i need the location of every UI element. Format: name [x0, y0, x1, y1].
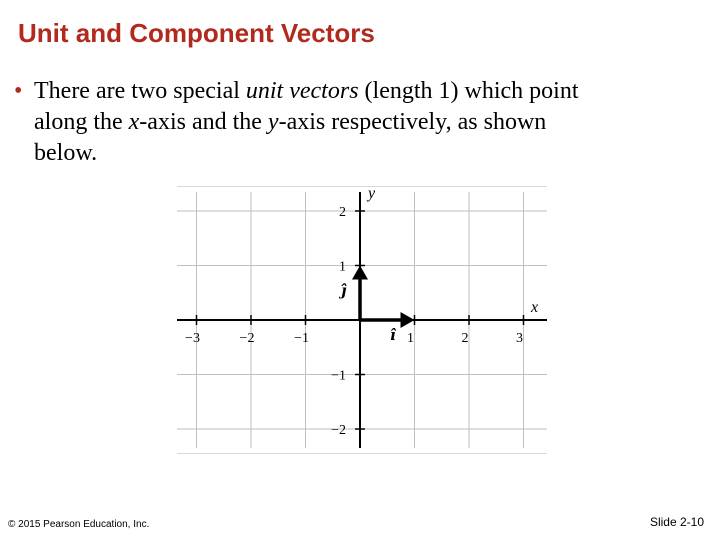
unit-vector-diagram: [165, 180, 555, 460]
vectors: [352, 266, 415, 329]
x-tick-label: −3: [185, 331, 200, 346]
bullet-paragraph: [14, 76, 694, 169]
i-hat-label: î: [389, 326, 396, 344]
x-tick-label: 3: [516, 331, 523, 346]
bullet-line-3: below.: [34, 140, 98, 166]
bullet-dot: •: [14, 78, 23, 104]
j-hat-vector-head: [352, 266, 368, 280]
bullet-text-y: y: [267, 109, 279, 135]
y-axis-label: y: [368, 185, 376, 202]
bullet-text-2c: -axis respectively, as shown: [278, 109, 547, 135]
x-tick-label: 2: [461, 331, 469, 346]
bullet-text-2b: -axis and the: [139, 109, 268, 135]
x-tick-label: −1: [294, 331, 309, 346]
x-tick-label: 1: [407, 331, 414, 346]
y-tick-label: 1: [339, 259, 346, 275]
y-tick-label: −2: [331, 423, 346, 438]
bullet-line-2: [14, 107, 694, 138]
bullet-line-1: [14, 76, 694, 107]
slide-title: Unit and Component Vectors: [18, 18, 375, 48]
bullet-text-2a: along the: [34, 109, 129, 135]
tick-marks: [185, 205, 523, 438]
j-hat-label: ĵ: [341, 281, 347, 300]
x-tick-label: −2: [239, 331, 255, 346]
bullet-text-x: x: [128, 109, 140, 135]
copyright-footer: © 2015 Pearson Education, Inc.: [8, 519, 150, 530]
coordinate-grid-svg: [165, 180, 555, 455]
y-tick-label: 2: [339, 205, 346, 220]
y-tick-label: −1: [331, 368, 346, 384]
bullet-text-1b: (length 1) which point: [358, 78, 579, 104]
x-axis-label: x: [531, 299, 539, 316]
slide-number: Slide 2-10: [649, 515, 704, 529]
bullet-text-unit-vectors: unit vectors: [245, 78, 359, 104]
bullet-text-1a: There are two special: [34, 78, 246, 104]
i-hat-vector-head: [401, 312, 415, 328]
